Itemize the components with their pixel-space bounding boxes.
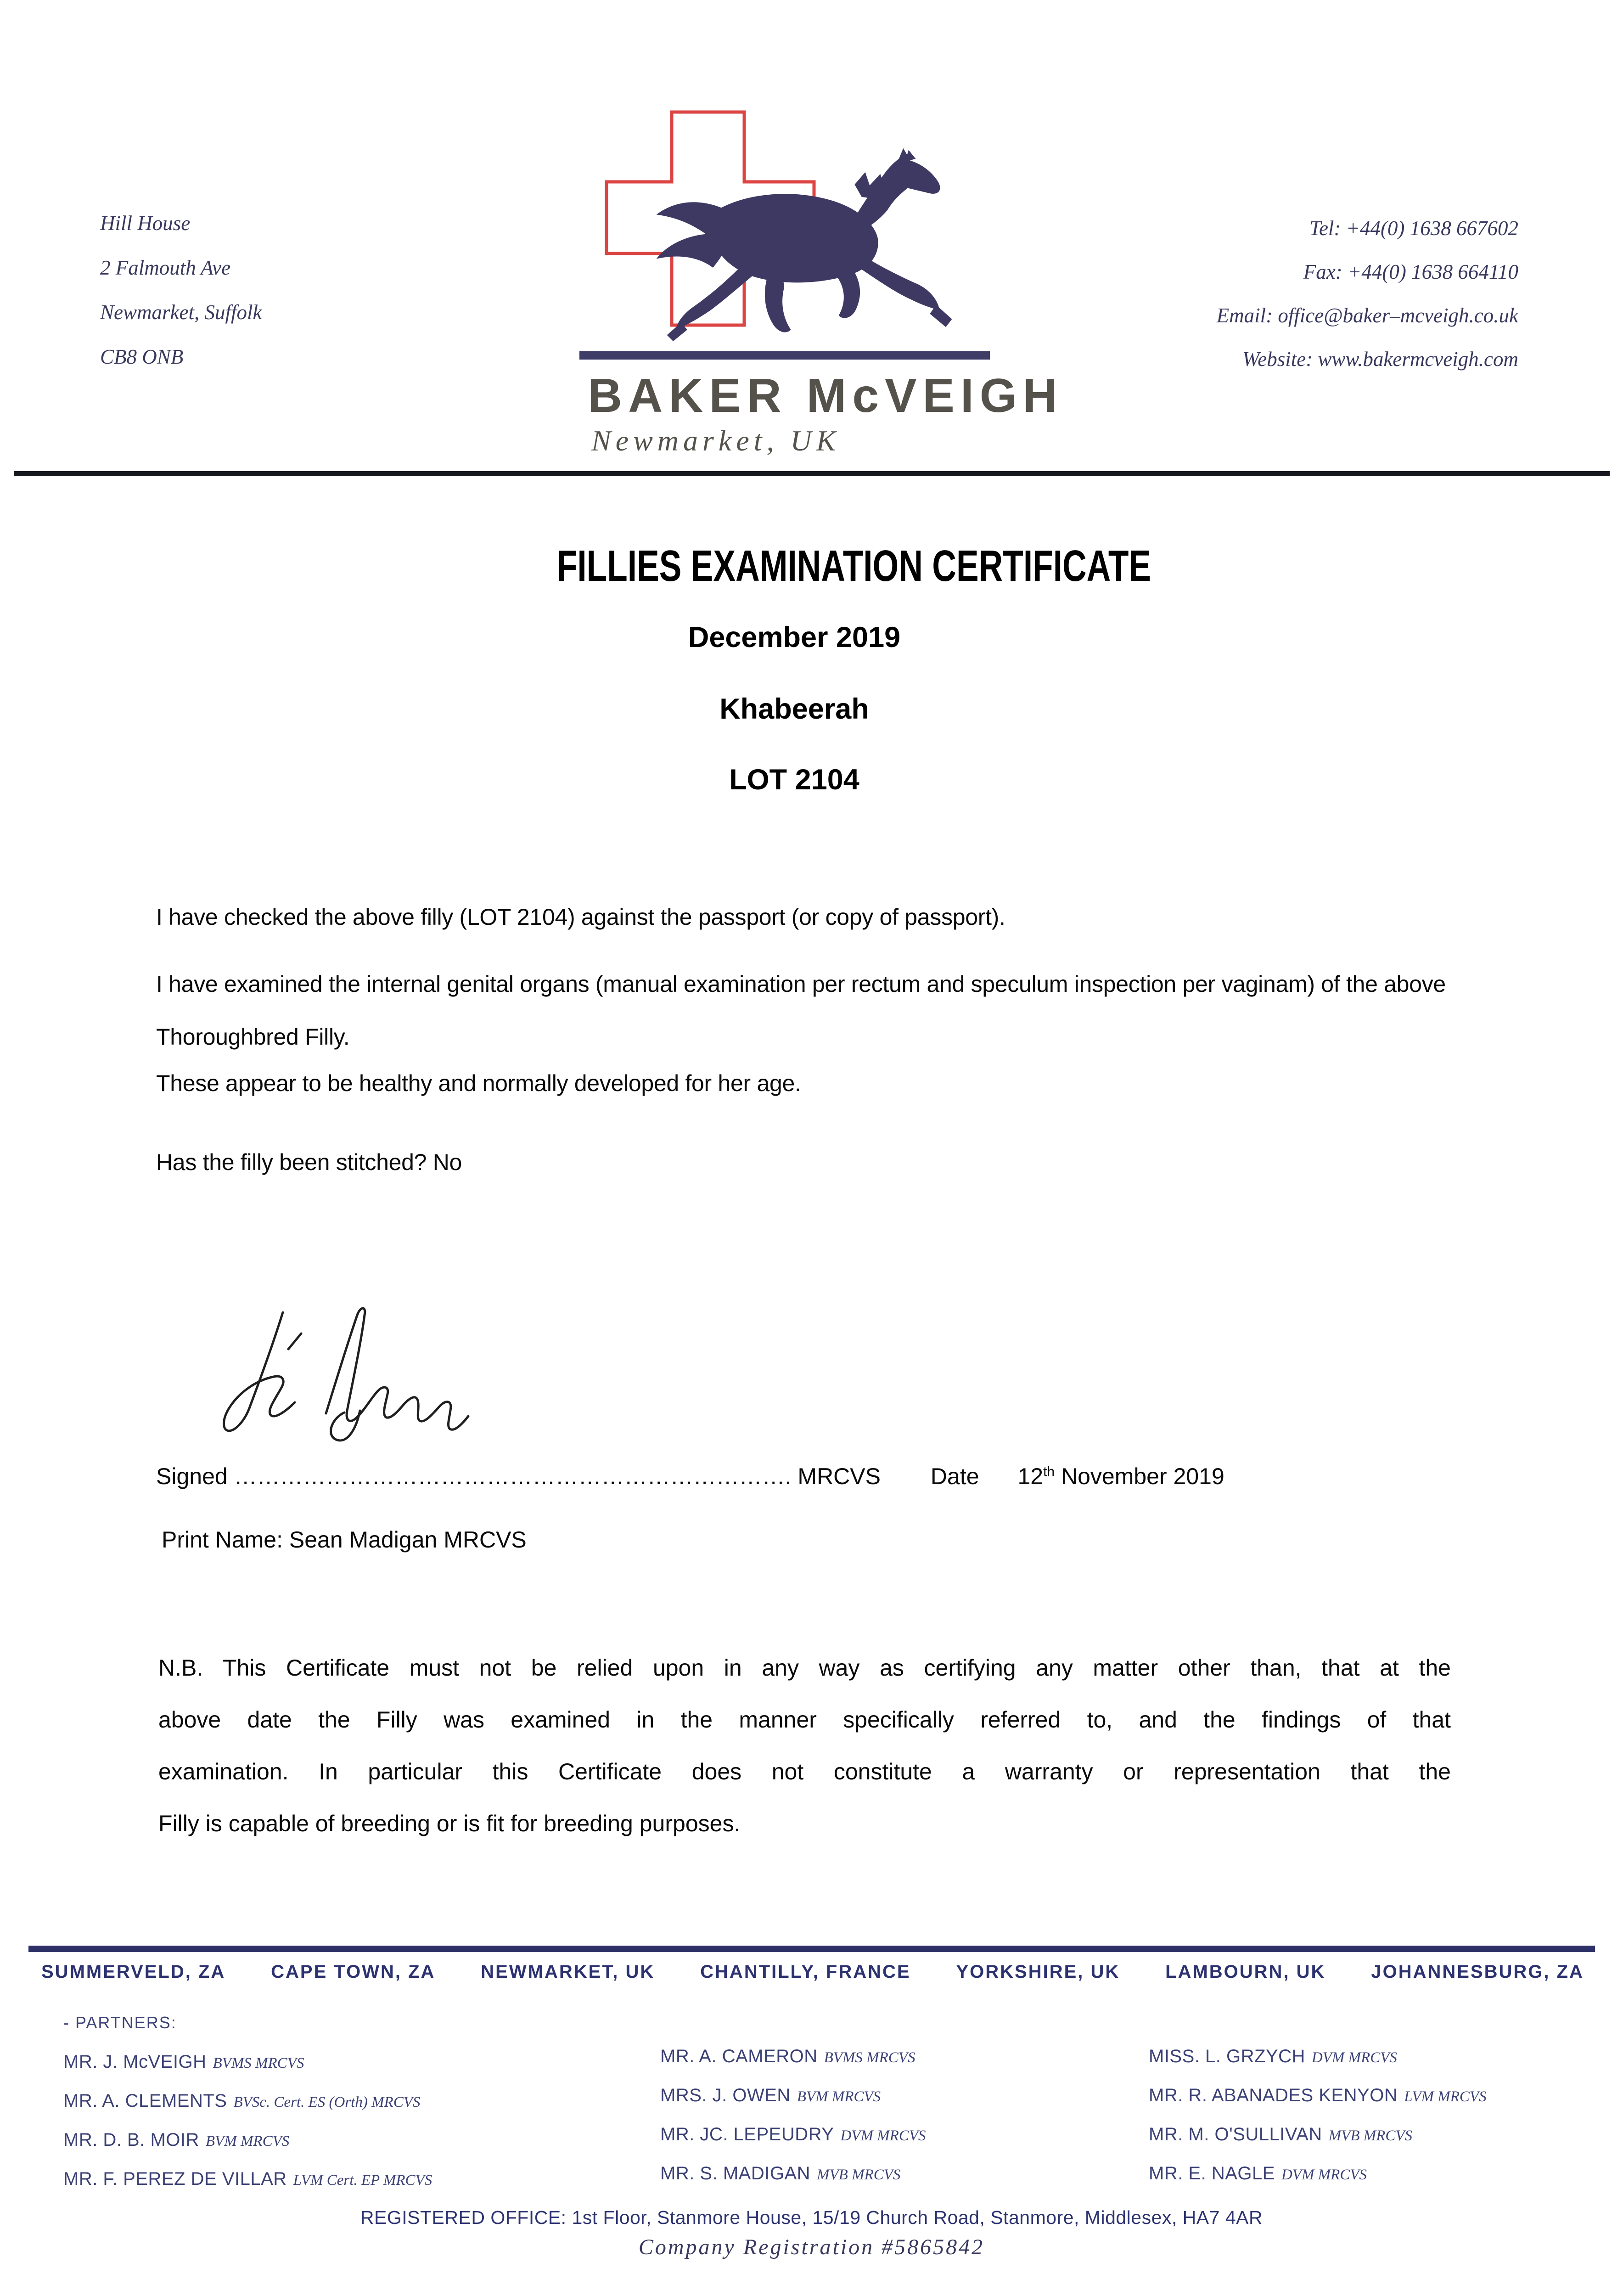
partners-column-3 [1149, 2039, 1487, 2195]
signed-date-line [156, 1463, 1224, 1490]
lot-number: LOT 2104 [729, 764, 859, 796]
paragraph-findings: These appear to be healthy and normally developed for her age. [156, 1070, 801, 1096]
nb-line: N.B. This Certificate must not be relied upon in any way as certifying any matter other than, that at the [158, 1655, 1451, 1681]
partner-row [63, 2122, 432, 2161]
date-label: Date [930, 1463, 979, 1489]
nb-line: Filly is capable of breeding or is fit for breeding purposes. [158, 1811, 741, 1836]
partner-qualifications: MVB MRCVS [817, 2167, 901, 2183]
print-name-line: Print Name: Sean Madigan MRCVS [162, 1527, 527, 1553]
partner-row [1149, 2117, 1487, 2156]
partner-qualifications: BVSc. Cert. ES (Orth) MRCVS [233, 2094, 421, 2110]
signed-label: Signed [156, 1463, 228, 1489]
location-item: SUMMERVELD, ZA [41, 1962, 226, 1982]
partners-label: - PARTNERS: [63, 2013, 177, 2032]
office-locations [41, 1962, 1584, 1982]
website-line: Website: www.bakermcveigh.com [1242, 348, 1518, 371]
nb-line: examination. In particular this Certificate does not constitute a warranty or representation that the [158, 1759, 1451, 1784]
address-line: Hill House [100, 212, 191, 235]
sale-date: December 2019 [688, 621, 901, 653]
practice-address [100, 201, 262, 379]
partner-qualifications: BVMS MRCVS [213, 2055, 304, 2071]
location-item: YORKSHIRE, UK [956, 1962, 1120, 1982]
baker-mcveigh-logo [579, 108, 1063, 475]
partner-name: MRS. J. OWEN [660, 2085, 791, 2105]
partners-column-1 [63, 2044, 432, 2200]
date-ordinal-suffix: th [1043, 1464, 1055, 1480]
location-item: NEWMARKET, UK [481, 1962, 655, 1982]
registered-office-line: REGISTERED OFFICE: 1st Floor, Stanmore House, 15/19 Church Road, Stanmore, Middlesex, HA7 4AR [360, 2207, 1263, 2228]
partner-row [660, 2039, 926, 2078]
partner-row [63, 2044, 432, 2083]
partner-name: MR. A. CAMERON [660, 2046, 818, 2066]
horse-name: Khabeerah [719, 693, 869, 725]
address-line: Newmarket, Suffolk [100, 301, 262, 324]
partner-row [660, 2117, 926, 2156]
partner-qualifications: LVM MRCVS [1404, 2088, 1487, 2105]
email-line: Email: office@baker–mcveigh.co.uk [1216, 304, 1518, 327]
date-month-year: November 2019 [1055, 1463, 1224, 1489]
address-line: CB8 ONB [100, 345, 184, 368]
logo-divider-bar [579, 351, 990, 360]
location-item: JOHANNESBURG, ZA [1371, 1962, 1584, 1982]
partner-row [1149, 2039, 1487, 2078]
partner-name: MR. JC. LEPEUDRY [660, 2124, 834, 2144]
partner-qualifications: BVM MRCVS [205, 2133, 290, 2150]
logo-location: Newmarket, UK [591, 424, 841, 457]
partner-name: MR. F. PEREZ DE VILLAR [63, 2169, 287, 2189]
partner-name: MR. S. MADIGAN [660, 2163, 811, 2183]
practice-contact [1217, 207, 1518, 381]
partners-column-2 [660, 2039, 926, 2195]
signed-mrcvs: MRCVS [797, 1463, 881, 1489]
galloping-horse-icon [637, 146, 1009, 342]
partner-qualifications: LVM Cert. EP MRCVS [293, 2172, 432, 2189]
tel-line: Tel: +44(0) 1638 667602 [1309, 217, 1518, 240]
address-line: 2 Falmouth Ave [100, 256, 231, 279]
fax-line: Fax: +44(0) 1638 664110 [1303, 260, 1518, 283]
partner-qualifications: DVM MRCVS [1311, 2049, 1397, 2066]
partner-row [660, 2156, 926, 2195]
partner-name: MR. R. ABANADES KENYON [1149, 2085, 1398, 2105]
partner-row [1149, 2078, 1487, 2117]
partner-name: MR. A. CLEMENTS [63, 2091, 227, 2111]
company-registration-line: Company Registration #5865842 [638, 2235, 985, 2259]
handwritten-signature [206, 1295, 487, 1446]
partner-name: MISS. L. GRZYCH [1149, 2046, 1305, 2066]
footer-rule [28, 1946, 1595, 1952]
partner-qualifications: BVM MRCVS [797, 2088, 881, 2105]
paragraph-stitched-question: Has the filly been stitched? No [156, 1149, 462, 1175]
partner-qualifications: MVB MRCVS [1328, 2127, 1413, 2144]
nb-disclaimer [158, 1642, 1451, 1850]
header-rule [14, 471, 1610, 476]
nb-line: above date the Filly was examined in the manner specifically referred to, and the findings of that [158, 1707, 1451, 1733]
partner-row [1149, 2156, 1487, 2195]
location-item: CAPE TOWN, ZA [271, 1962, 436, 1982]
paragraph-examination: I have examined the internal genital organs (manual examination per rectum and speculum inspection per vaginam) of the above Thoroughbred Filly. [156, 971, 1446, 1050]
date-day: 12 [1017, 1463, 1044, 1489]
location-item: CHANTILLY, FRANCE [700, 1962, 911, 1982]
partner-row [63, 2161, 432, 2200]
partner-name: MR. E. NAGLE [1149, 2163, 1275, 2183]
logo-practice-name: BAKER McVEIGH [588, 369, 1063, 422]
partner-row [63, 2083, 432, 2122]
partner-qualifications: DVM MRCVS [1281, 2167, 1367, 2183]
partner-qualifications: BVMS MRCVS [824, 2049, 915, 2066]
paragraph-passport-check: I have checked the above filly (LOT 2104) against the passport (or copy of passport). [156, 904, 1005, 930]
partner-name: MR. D. B. MOIR [63, 2130, 199, 2150]
partner-qualifications: DVM MRCVS [840, 2127, 926, 2144]
certificate-title: FILLIES EXAMINATION CERTIFICATE [556, 541, 1151, 591]
partner-name: MR. J. McVEIGH [63, 2052, 207, 2072]
partner-name: MR. M. O'SULLIVAN [1149, 2124, 1322, 2144]
partner-row [660, 2078, 926, 2117]
signature-dotted-line: ………………………………………………………………. [234, 1463, 792, 1489]
location-item: LAMBOURN, UK [1165, 1962, 1326, 1982]
